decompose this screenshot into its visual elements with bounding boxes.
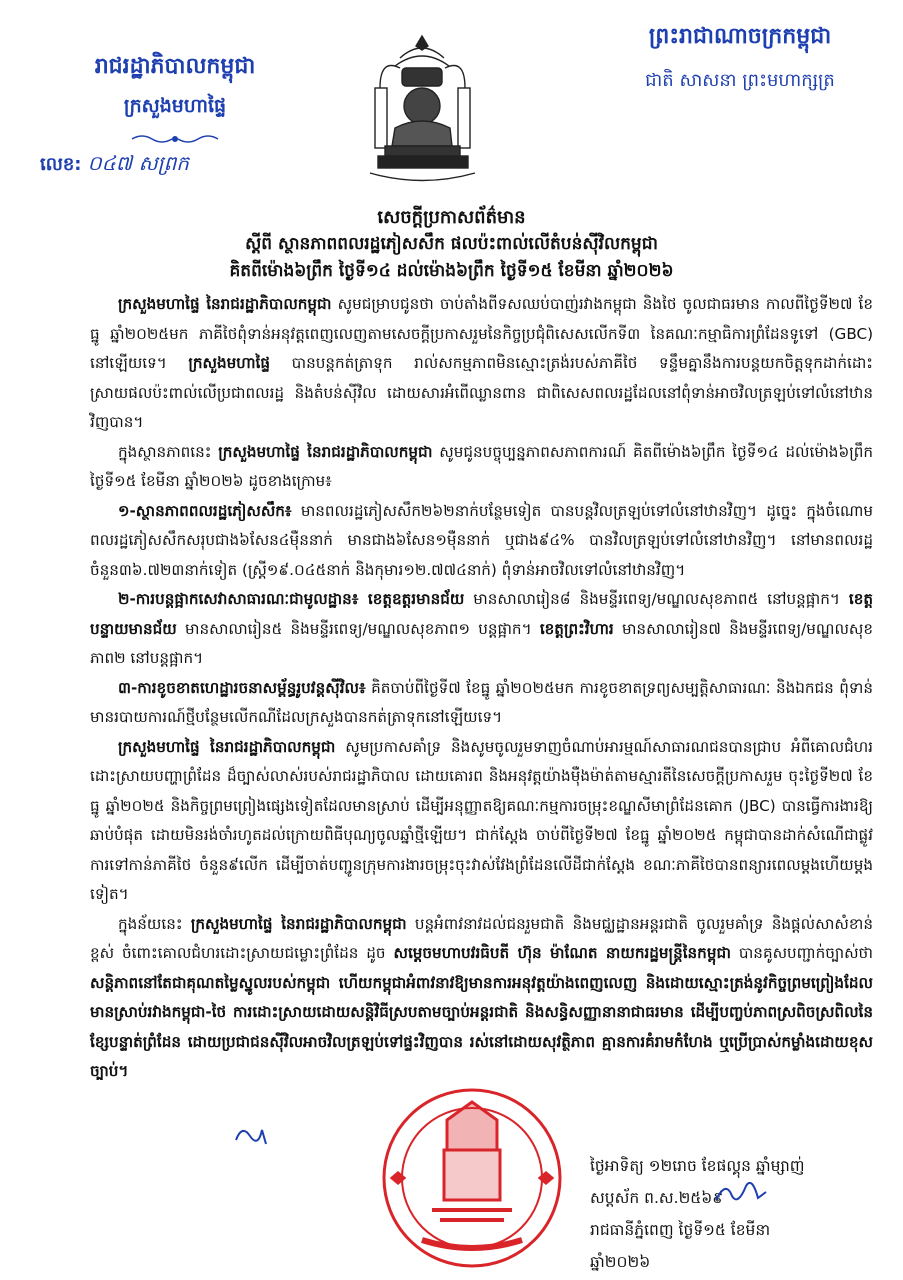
- situation-text: សូមជូនបច្ចុប្បន្នភាពសភាពការណ៍ គិតពីម៉ោង៦ព្រឹក ថ្ងៃទី១៤ ដល់ម៉ោង៦ព្រឹក ថ្ងៃទី១៥ ខែមីនា ឆ្នាំ២០២៦ ដូចខាងក្រោម៖: [90, 442, 873, 490]
- report-period: គិតពីម៉ោង៦ព្រឹក ថ្ងៃទី១៤ ដល់ម៉ោង៦ព្រឹក ថ្ងៃទី១៥ ខែមីនា ឆ្នាំ២០២៦: [229, 261, 674, 281]
- intro-text-continued: បានបន្តកត់ត្រាទុក រាល់សកម្មភាពមិនស្មោះត្រង់របស់ភាគីថៃ ទន្ទឹមគ្នានឹងការបន្តយកចិត្តទុកដាក់ដោះស្រាយផលប៉ះពាល់លើប្រជាពលរដ្ឋ និងតំបន់ស៊ីវិល ដោយសារអំពើឈ្លានពាន ជាពិសេសពលរដ្ឋដែលនៅពុំទាន់អាចវិលត្រឡប់ទៅលំនៅឋានវិញបាន។: [90, 354, 873, 431]
- section-text: គិតចាប់ពីថ្ងៃទី៧ ខែធ្នូ ឆ្នាំ២០២៥មក ការខូចខាតទ្រព្យសម្បត្តិសាធារណៈ និងឯកជន ពុំទាន់មានរបាយការណ៍ថ្មីបន្ថែមលើកណីដែលក្រសួងបានកត់ត្រាទុកនៅឡើយទេ។: [90, 678, 873, 726]
- issuer-bold: ក្រសួងមហាផ្ទៃ នៃរាជរដ្ឋាភិបាលកម្ពុជា: [190, 914, 407, 933]
- appeal-lead: ក្នុងន័យនេះ: [118, 914, 191, 933]
- government-name: រាជរដ្ឋាភិបាលកម្ពុជា: [94, 54, 256, 79]
- reference-value: ០៤៧ សព្រក: [87, 151, 189, 175]
- kingdom-name: ព្រះរាជាណាចក្រកម្ពុជា: [648, 24, 832, 49]
- document-subject: ស្តីពី ស្ថានភាពពលរដ្ឋភៀសសឹក ផលប៉ះពាល់លើតំបន់ស៊ីវិលកម្ពុជា: [245, 234, 658, 254]
- issuer-bold: ក្រសួងមហាផ្ទៃ នៃរាជរដ្ឋាភិបាលកម្ពុជា: [118, 295, 332, 313]
- ministry-name: ក្រសួងមហាផ្ទៃ: [123, 95, 227, 117]
- paragraph-support: [90, 733, 873, 910]
- issuer-bold: ក្រសួងមហាផ្ទៃ នៃរាជរដ្ឋាភិបាលកម្ពុជា: [118, 737, 336, 756]
- prime-minister-bold: សម្តេចមហាបវរធិបតី ហ៊ុន ម៉ាណែត នាយករដ្ឋមន្ត្រីនៃកម្ពុជា: [393, 944, 731, 962]
- reference-number: [40, 150, 189, 180]
- document-body: [90, 290, 873, 1087]
- reference-label: លេខ:: [40, 154, 82, 175]
- ministry-bold: ក្រសួងមហាផ្ទៃ: [188, 354, 271, 372]
- province-bold: ខេត្តព្រះវិហារ: [539, 619, 614, 638]
- signature-icon: [712, 1178, 772, 1208]
- initials-mark-icon: [232, 1120, 272, 1150]
- section-heading: ១-ស្ថានភាពពលរដ្ឋភៀសសឹក៖: [118, 501, 292, 520]
- document-heading: សេចក្តីប្រកាសព័ត៌មាន: [377, 207, 526, 228]
- section-heading: ២-ការបន្តផ្អាកសេវាសាធារណៈជាមូលដ្ឋាន៖ ខេត្តឧត្តរមានជ័យ: [118, 590, 465, 608]
- province-bold: ខេត្តបន្ទាយមានជ័យ: [90, 590, 873, 638]
- kingdom-block: [590, 22, 890, 95]
- section-public-services: [90, 585, 873, 674]
- royal-arms-emblem-icon: [340, 28, 505, 193]
- appeal-text: បន្តអំពាវនាវដល់ជនរួមជាតិ និងមជ្ឈដ្ឋានអន្តរជាតិ ចូលរួមគាំទ្រ និងផ្តល់សាសំខាន់ខ្ពស់ ចំពោះគោលជំហរដោះស្រាយជម្លោះព្រំដែន ដូច: [90, 914, 873, 962]
- section-text: មានសាលារៀន៨ និងមន្ទីរពេទ្យ/មណ្ឌលសុខភាព៥ នៅបន្តផ្អាក។: [464, 590, 849, 608]
- issuer-block: [40, 52, 310, 146]
- support-text: សូមប្រកាសគាំទ្រ និងសូមចូលរួមទាញចំណាប់អារម្មណ៍សាធារណជនបានជ្រាប អំពីគោលជំហរដោះស្រាយបញ្ហាព្រំដែន ដ៏ច្បាស់លាស់របស់រាជរដ្ឋាភិបាល ដោយគោរព និងអនុវត្តយ៉ាងម៉ឺងម៉ាត់តាមស្មារតីនៃសេចក្តីប្រកាសរួម ចុះថ្ងៃទី២៧ ខែធ្នូ ឆ្នាំ២០២៥ និងកិច្ចព្រមព្រៀងផ្សេងទៀតដែលមានស្រាប់ ដើម្បីអនុញ្ញាតឱ្យគណៈកម្មការចម្រុះខណ្ឌសីមាព្រំដែនគោក (JBC) បានធ្វើការងារឱ្យឆាប់បំផុត ដោយមិនរង់ចាំរហូតដល់ក្រោយពិធីបុណ្យចូលឆ្នាំថ្មីឡើយ។ ជាក់ស្តែង ចាប់ពីថ្ងៃទី២៧ ខែធ្នូ ឆ្នាំ២០២៥ កម្ពុជាបានដាក់សំណើជាផ្លូវការទៅកាន់ភាគីថៃ ចំនួន៩លើក ដើម្បីចាត់បញ្ជូនក្រុមការងារចម្រុះចុះវាស់វែងព្រំដែនលើដីជាក់ស្តែង ខណៈភាគីថៃបានពន្យារពេលម្តងហើយម្តងទៀត។: [90, 737, 873, 903]
- national-motto: ជាតិ សាសនា ព្រះមហាក្សត្រ: [645, 70, 835, 91]
- quoted-statement-bold: សន្តិភាពនៅតែជាគុណតម្លៃស្នូលរបស់កម្ពុជា ហើយកម្ពុជាអំពាវនាវឱ្យមានការអនុវត្តយ៉ាងពេញលេញ និងដោយស្មោះត្រង់នូវកិច្ចព្រមព្រៀងដែលមានស្រាប់រវាងកម្ពុជា-ថៃ ការដោះស្រាយដោយសន្តិវិធីស្របតាមច្បាប់អន្តរជាតិ និងសន្ធិសញ្ញានានាជាធរមាន ដើម្បីបញ្ចប់ភាពស្រពិចស្រពិលនៃខ្សែបន្ទាត់ព្រំដែន ដោយប្រជាជនស៊ីវិលអាចវិលត្រឡប់ទៅផ្ទះវិញបាន រស់នៅដោយសុវត្ថិភាព គ្មានការគំរាមកំហែង ឬប្រើប្រាស់កម្លាំងដោយខុសច្បាប់។: [90, 973, 873, 1080]
- intro-text: សូមជម្រាបជូនថា ចាប់តាំងពីទសឈប់បាញ់រវាងកម្ពុជា និងថៃ ចូលជាធរមាន កាលពីថ្ងៃទី២៧ ខែធ្នូ ឆ្នាំ២០២៥មក ភាគីថៃពុំទាន់អនុវត្តពេញលេញតាមសេចក្តីប្រកាសរួមនៃកិច្ចប្រជុំពិសេសលើកទី៣ នៃគណៈកម្មាធិការព្រំដែនទូទៅ (GBC) នៅឡើយទេ។: [90, 295, 874, 372]
- solar-date: រាជធានីភ្នំពេញ ថ្ងៃទី១៥ ខែមីនា ឆ្នាំ២០២៦: [590, 1221, 771, 1271]
- ornament-divider-icon: [130, 132, 220, 146]
- section-text: មានសាលារៀន៥ និងមន្ទីរពេទ្យ/មណ្ឌលសុខភាព១ បន្តផ្អាក។: [176, 619, 540, 638]
- paragraph-appeal: [90, 910, 873, 1087]
- appeal-text: បានគូសបញ្ជាក់ច្បាស់ថា: [730, 944, 873, 962]
- official-seal-icon: [352, 1080, 592, 1270]
- date-block: [590, 1150, 830, 1278]
- lunar-date: ថ្ងៃអាទិត្យ ១២រោច ខែផល្គុន ឆ្នាំម្សាញ់ សប្តស័ក ព.ស.២៥៦៩: [590, 1157, 805, 1207]
- issuer-bold: ក្រសួងមហាផ្ទៃ នៃរាជរដ្ឋាភិបាលកម្ពុជា: [218, 442, 433, 461]
- section-heading: ៣-ការខូចខាតហេដ្ឋារចនាសម្ព័ន្ធរូបវន្តស៊ីវិល៖: [118, 678, 366, 697]
- section-text: មានពលរដ្ឋភៀសសឹក២៦២នាក់បន្ថែមទៀត បានបន្តវិលត្រឡប់ទៅលំនៅឋានវិញ។ ដូច្នេះ ក្នុងចំណោមពលរដ្ឋភៀសសឹកសរុបជាង៦សែន៤ម៉ឺននាក់ មានជាង៦សែន១ម៉ឺននាក់ ឬជាង៩៤% បានវិលត្រឡប់ទៅលំនៅឋានវិញ។ នៅមានពលរដ្ឋចំនួន៣៦.៧២៣នាក់ទៀត (ស្ត្រី១៩.០៤៥នាក់ និងកុមារ១២.៧៧៤នាក់) ពុំទាន់អាចវិលទៅលំនៅឋានវិញ។: [90, 501, 873, 579]
- section-infrastructure: [90, 674, 873, 733]
- situation-lead: ក្នុងស្ថានភាពនេះ: [118, 442, 219, 461]
- paragraph-intro: [90, 290, 873, 438]
- section-text: មានសាលារៀន៧ និងមន្ទីរពេទ្យ/មណ្ឌលសុខភាព២ នៅបន្តផ្អាក។: [90, 619, 874, 667]
- section-refugees: [90, 497, 873, 586]
- paragraph-situation: [90, 438, 873, 497]
- document-title-block: [40, 204, 863, 285]
